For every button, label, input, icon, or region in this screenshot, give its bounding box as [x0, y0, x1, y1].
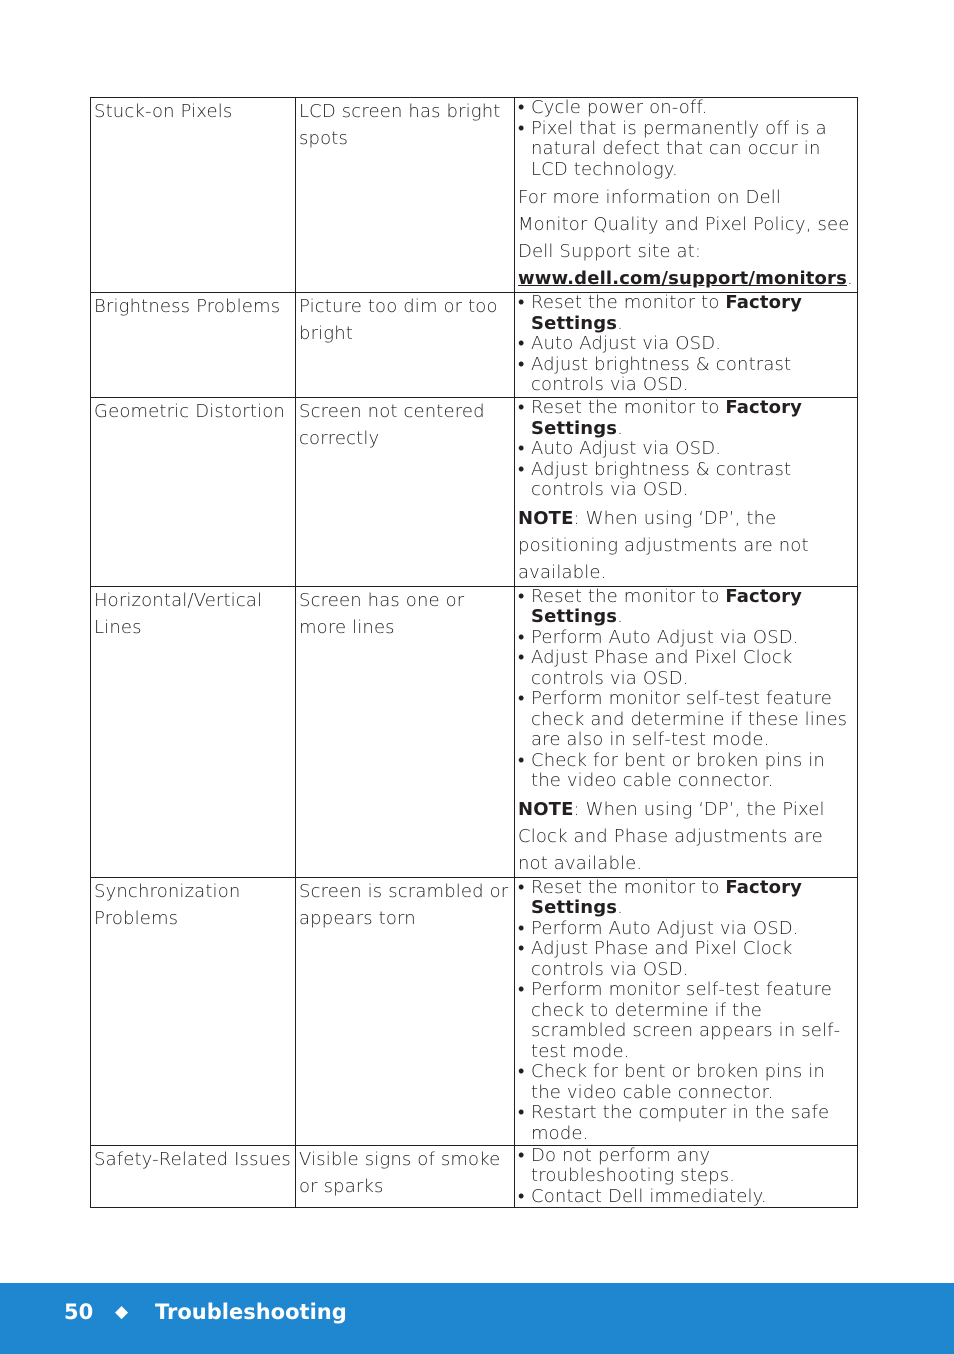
solution-item	[518, 878, 854, 919]
symptom-cell: Picture too dim or too bright	[296, 293, 515, 398]
solution-item	[518, 293, 854, 334]
factory-settings-label: Factory Settings	[531, 876, 803, 918]
solution-list	[518, 98, 854, 180]
solution-cell	[515, 98, 858, 293]
solution-item	[518, 587, 854, 628]
note-label: NOTE	[518, 507, 574, 529]
problem-cell: Brightness Problems	[91, 293, 296, 398]
solution-list	[518, 1146, 854, 1208]
support-link[interactable]: www.dell.com/support/monitors	[518, 268, 847, 289]
solution-cell	[515, 586, 858, 877]
info-paragraph	[518, 184, 854, 292]
solution-item: • Perform Auto Adjust via OSD.	[518, 919, 854, 940]
note-text: : When using ‘DP’, the Pixel Clock and Phase adjustments are not available.	[518, 798, 825, 874]
solution-text: Reset the monitor to	[531, 876, 726, 898]
solution-item: • Auto Adjust via OSD.	[518, 334, 854, 355]
solution-item: • Check for bent or broken pins in the video cable connector.	[518, 1062, 854, 1103]
solution-list	[518, 878, 854, 1145]
note-paragraph	[518, 796, 854, 877]
table-row	[91, 98, 858, 293]
symptom-cell: Visible signs of smoke or sparks	[296, 1145, 515, 1208]
problem-cell: Synchronization Problems	[91, 877, 296, 1145]
solution-item: • Perform monitor self-test feature check and determine if these lines are also in self-test mode.	[518, 689, 854, 751]
table-row	[91, 877, 858, 1145]
solution-cell	[515, 293, 858, 398]
problem-cell: Safety-Related Issues	[91, 1145, 296, 1208]
symptom-cell: Screen has one or more lines	[296, 586, 515, 877]
solution-list	[518, 398, 854, 501]
note-text: : When using ‘DP’, the positioning adjustments are not available.	[518, 507, 809, 583]
solution-item: • Do not perform any troubleshooting steps.	[518, 1146, 854, 1187]
link-suffix: .	[846, 268, 853, 289]
table-row	[91, 586, 858, 877]
solution-item: • Perform monitor self-test feature check to determine if the scrambled screen appears in self-test mode.	[518, 980, 854, 1062]
solution-item: • Restart the computer in the safe mode.	[518, 1103, 854, 1144]
factory-settings-label: Factory Settings	[531, 397, 803, 439]
table-row	[91, 293, 858, 398]
solution-cell	[515, 877, 858, 1145]
solution-text: Reset the monitor to	[531, 292, 726, 313]
solution-text: .	[617, 417, 624, 439]
solution-item: • Adjust brightness & contrast controls via OSD.	[518, 460, 854, 501]
solution-cell	[515, 1145, 858, 1208]
solution-item: • Auto Adjust via OSD.	[518, 439, 854, 460]
solution-text: .	[617, 897, 624, 918]
table-row	[91, 398, 858, 587]
solution-text: .	[617, 606, 624, 627]
solution-item: • Adjust Phase and Pixel Clock controls via OSD.	[518, 648, 854, 689]
note-paragraph	[518, 505, 854, 586]
solution-item: • Pixel that is permanently off is a natural defect that can occur in LCD technology.	[518, 119, 854, 181]
factory-settings-label: Factory Settings	[531, 292, 803, 334]
solution-item: • Cycle power on-off.	[518, 98, 854, 119]
page-footer	[0, 1283, 954, 1354]
note-label: NOTE	[518, 798, 574, 820]
solution-list	[518, 587, 854, 792]
solution-item	[518, 398, 854, 439]
symptom-cell: Screen is scrambled or appears torn	[296, 877, 515, 1145]
solution-item: • Check for bent or broken pins in the video cable connector.	[518, 751, 854, 792]
diamond-icon: ◆	[115, 1302, 129, 1322]
solution-list	[518, 293, 854, 396]
table-row	[91, 1145, 858, 1208]
solution-item: • Adjust brightness & contrast controls via OSD.	[518, 355, 854, 396]
symptom-cell: Screen not centered correctly	[296, 398, 515, 587]
solution-text: Reset the monitor to	[531, 585, 726, 607]
solution-item: • Perform Auto Adjust via OSD.	[518, 628, 854, 649]
section-title: Troubleshooting	[155, 1300, 347, 1324]
problem-cell: Geometric Distortion	[91, 398, 296, 587]
problem-cell: Horizontal/Vertical Lines	[91, 586, 296, 877]
factory-settings-label: Factory Settings	[531, 585, 803, 627]
symptom-cell: LCD screen has bright spots	[296, 98, 515, 293]
solution-text: .	[617, 312, 624, 334]
troubleshooting-table	[90, 97, 858, 1208]
solution-text: Reset the monitor to	[531, 397, 726, 418]
solution-cell	[515, 398, 858, 587]
info-text: For more information on Dell Monitor Quality and Pixel Policy, see Dell Support site at:	[518, 187, 850, 262]
solution-item: • Adjust Phase and Pixel Clock controls via OSD.	[518, 939, 854, 980]
problem-cell: Stuck-on Pixels	[91, 98, 296, 293]
solution-item: • Contact Dell immediately.	[518, 1187, 854, 1208]
page-number: 50	[64, 1300, 94, 1324]
